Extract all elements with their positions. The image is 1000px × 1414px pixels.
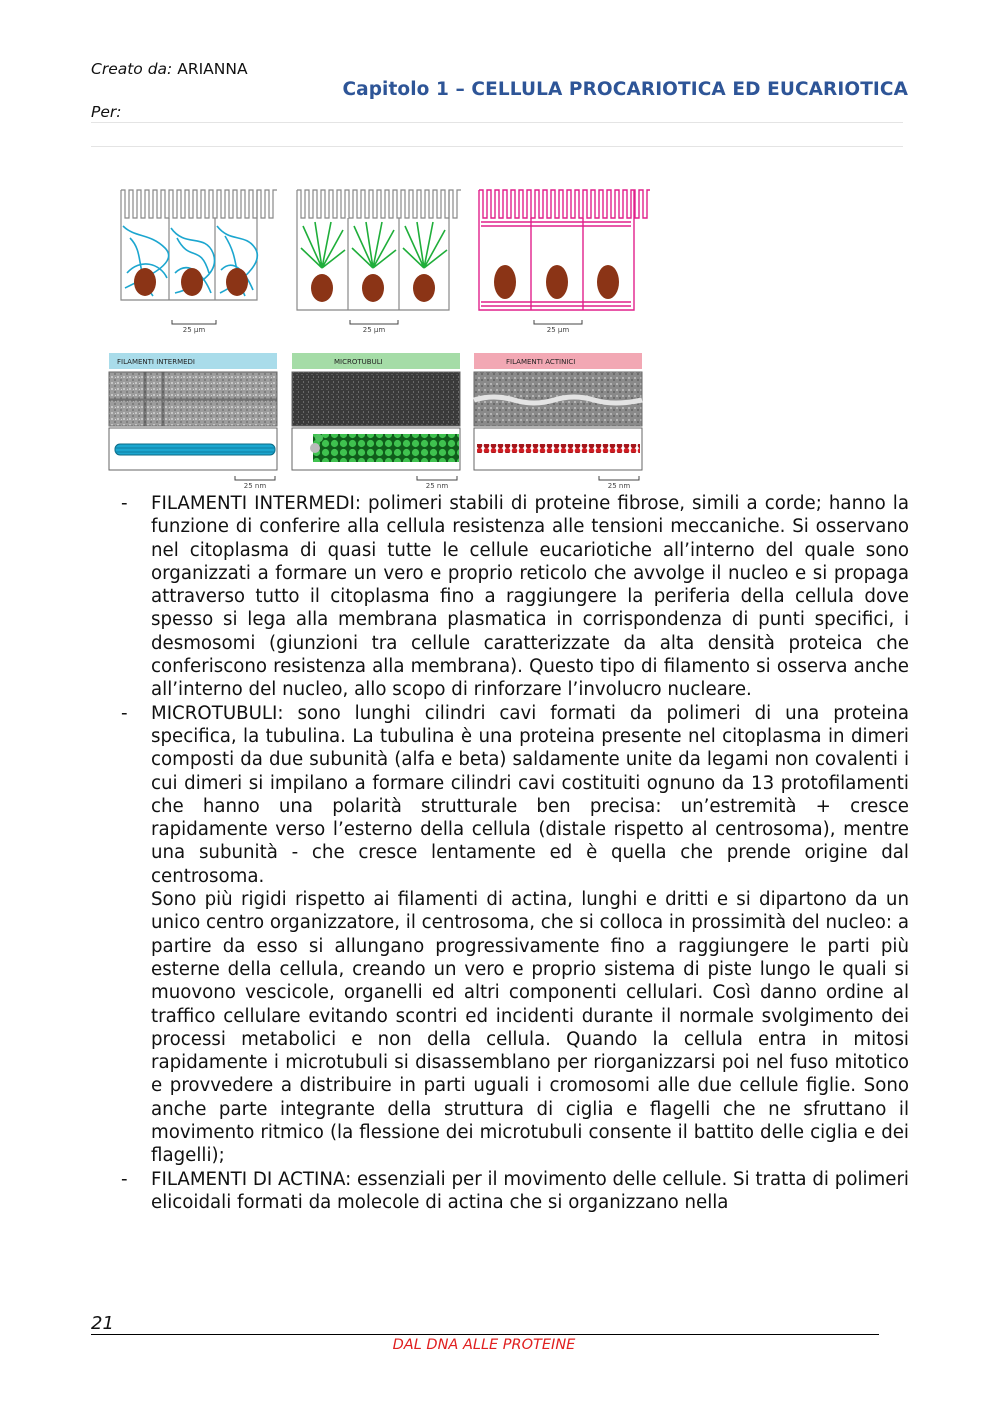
bullet-dash: - bbox=[121, 1168, 128, 1190]
list-item bbox=[91, 702, 909, 888]
panel-label-intermediate: FILAMENTI INTERMEDI bbox=[117, 358, 195, 366]
paragraph-microtubules-continued: Sono più rigidi rispetto ai filamenti di actina, lunghi e dritti e si dipartono da un unico centro organizzatore, il centrosoma, che si colloca in prossimità del nucleo: a partire da esso si allungano progressivamente fino a raggiungere le parti più esterne della cellula, creando un vero e proprio sistema di piste lungo le quali si muovono vescicole, organelli ed altri componenti cellulari. Così danno ordine al traffico cellulare evitando scontri ed incidenti durante il normale svolgimento dei processi metabolici e non della cellula. Quando la cellula entra in mitosi rapidamente i microtubuli si disassemblano per riorganizzarsi poi nel fuso mitotico e provvedere a distribuire in parti uguali i cromosomi alle due cellule figlie. Sono anche parte integrante della struttura di ciglia e flagelli che ne sfruttano il movimento ritmico (la flessione dei microtubuli consente il battito delle ciglia e dei flagelli); bbox=[151, 889, 909, 1167]
cytoskeleton-figure bbox=[105, 178, 650, 490]
per-label: Per: bbox=[91, 103, 122, 121]
panel-label-microtubules: MICROTUBULI bbox=[334, 358, 383, 366]
panel-label-actin: FILAMENTI ACTINICI bbox=[506, 358, 576, 366]
footer-book-title: DAL DNA ALLE PROTEINE bbox=[392, 1337, 576, 1353]
panel-intermediate-filaments bbox=[109, 353, 277, 490]
list-item bbox=[91, 492, 909, 702]
created-value: ARIANNA bbox=[177, 60, 248, 78]
bullet-dash: - bbox=[121, 702, 128, 724]
paragraph-actin-filaments: FILAMENTI DI ACTINA: essenziali per il movimento delle cellule. Si tratta di polimeri elicoidali formati da molecole di actina che si organizzano nella bbox=[151, 1168, 909, 1213]
scale-nm-1: 25 nm bbox=[243, 482, 267, 490]
chapter-title: Capitolo 1 – CELLULA PROCARIOTICA ED EUCARIOTICA bbox=[342, 79, 908, 100]
scale-nm-3: 25 nm bbox=[607, 482, 631, 490]
scale-label-2: 25 µm bbox=[362, 326, 386, 334]
intermediate-filament-cells bbox=[121, 190, 277, 334]
paragraph-microtubules: MICROTUBULI: sono lunghi cilindri cavi formati da polimeri di una proteina specifica, la tubulina. La tubulina è una proteina presente nel citoplasma in dimeri composti da due subunità (alfa e beta) saldamente unite da legami non covalenti i cui dimeri si impilano a formare cilindri cavi costituiti ognuno da 13 protofilamenti che hanno una polarità strutturale ben precisa: un’estremità + cresce rapidamente verso l’esterno della cellula (distale rispetto al centrosoma), mentre una subunità - che cresce lentamente ed è quella che prende origine dal centrosoma. bbox=[151, 702, 909, 887]
panel-microtubules bbox=[292, 353, 460, 490]
footer-divider bbox=[91, 1334, 879, 1335]
page-number: 21 bbox=[91, 1313, 114, 1334]
header-divider-2 bbox=[91, 146, 903, 147]
header-divider bbox=[91, 122, 903, 123]
body-text bbox=[91, 492, 909, 1214]
creator-line bbox=[91, 60, 248, 78]
list-item bbox=[91, 1168, 909, 1215]
panel-actin-filaments bbox=[474, 353, 642, 490]
scale-nm-2: 25 nm bbox=[425, 482, 449, 490]
paragraph-intermediate-filaments: FILAMENTI INTERMEDI: polimeri stabili di proteine fibrose, simili a corde; hanno la funzione di conferire alla cellula resistenza alle tensioni meccaniche. Si osservano nel citoplasma di quasi tutte le cellule eucariotiche all’interno del quale sono organizzati a formare un vero e proprio reticolo che avvolge il nucleo e si propaga attraverso tutto il citoplasma fino a raggiungere la periferia della cellula dove spesso si lega alla membrana plasmatica in corrispondenza di punti specifici, i desmosomi (giunzioni tra cellule caratterizzate da alta densità proteica che conferiscono resistenza alla membrana). Questo tipo di filamento si osserva anche all’interno del nucleo, allo scopo di rinforzare l’involucro nucleare. bbox=[151, 493, 909, 701]
scale-label-3: 25 µm bbox=[546, 326, 570, 334]
created-label: Creato da: bbox=[91, 60, 173, 78]
scale-label-1: 25 µm bbox=[182, 326, 206, 334]
actin-cells bbox=[479, 190, 650, 334]
bullet-dash: - bbox=[121, 493, 128, 514]
microtubule-cells bbox=[297, 190, 461, 334]
